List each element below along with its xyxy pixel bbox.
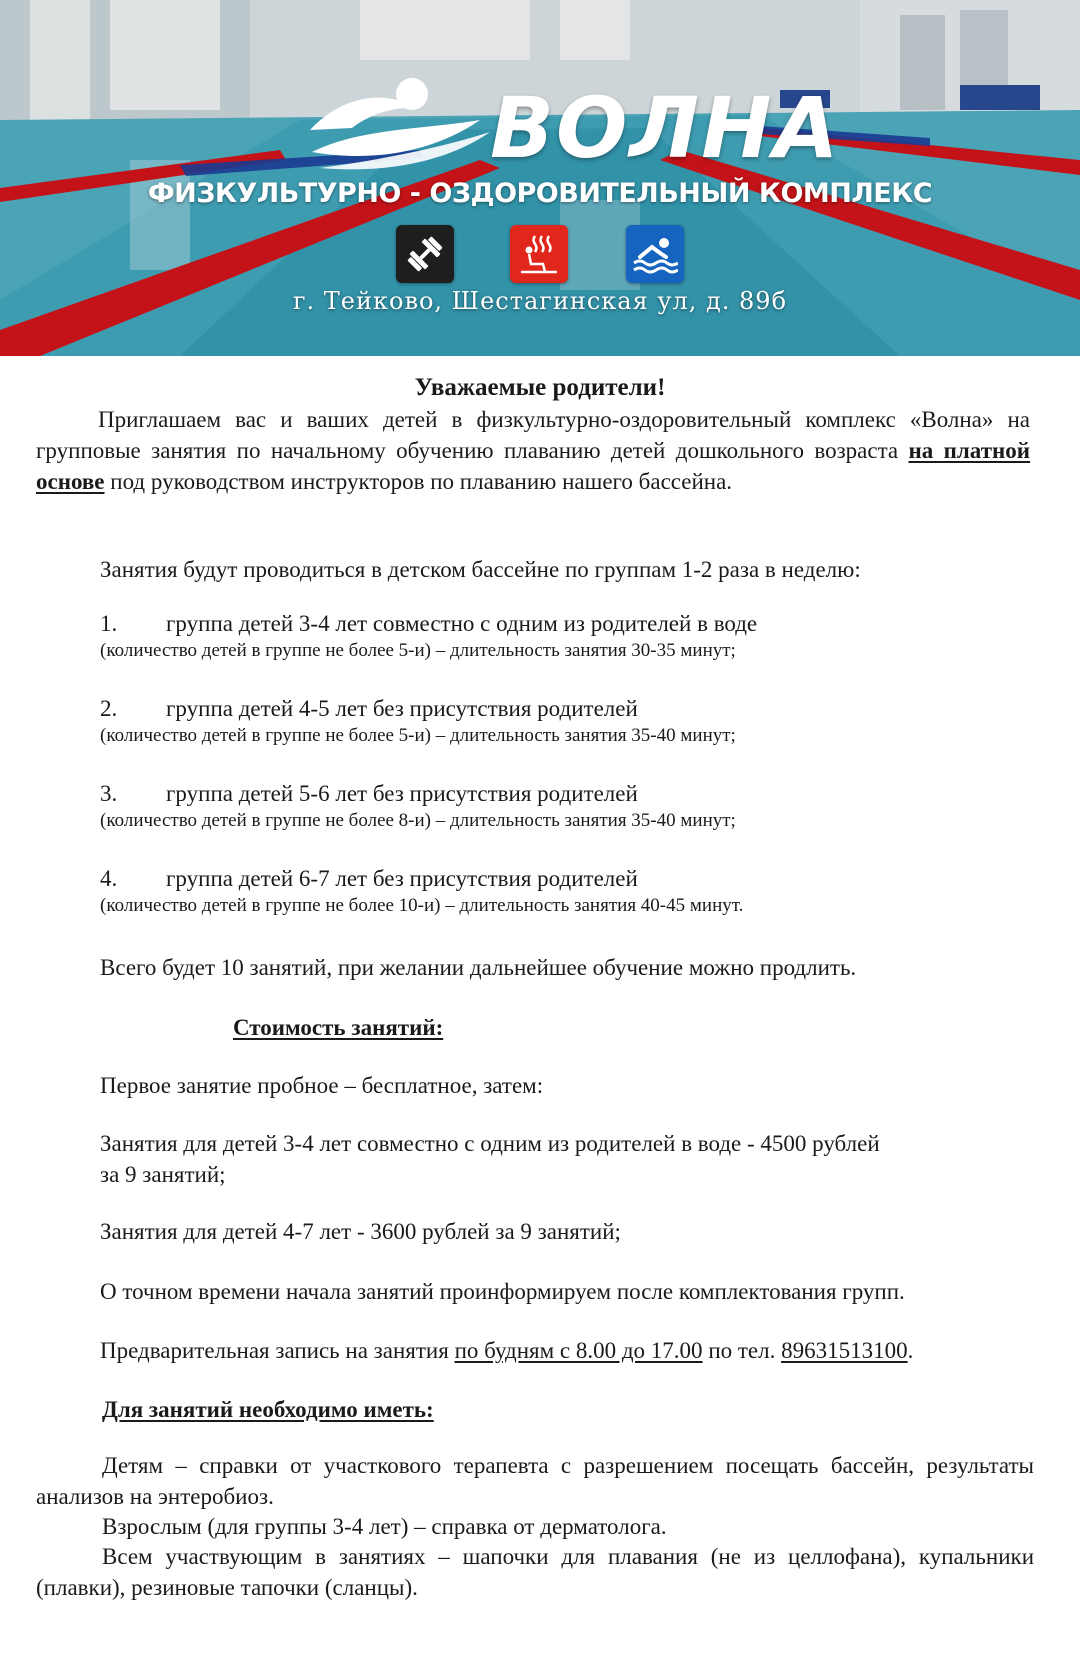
dumbbell-icon [396, 225, 454, 283]
intro-paragraph: Приглашаем вас и ваших детей в физкультурно-оздоровительный комплекс «Волна» на групповые занятия по начальному обучению плаванию детей дошкольного возраста на платной основе под руководством инструкторов по плаванию нашего бассейна. [36, 407, 1031, 494]
cost-parent-child: Занятия для детей 3-4 лет совместно с одним из родителей в воде - 4500 рублей за 9 занятий; [100, 1131, 880, 1187]
req-adults: Взрослым (для группы 3-4 лет) – справка от дерматолога. [102, 1514, 667, 1539]
swimmer-icon [626, 225, 684, 283]
list-item: 4. группа детей 6-7 лет без присутствия родителей (количество детей в группе не более 10-и) – длительность занятия 40-45 минут. [100, 866, 744, 916]
cost-trial: Первое занятие пробное – бесплатное, затем: [100, 1073, 544, 1098]
sauna-icon [510, 225, 568, 283]
address: г. Тейково, Шестагинская ул, д. 89б [292, 287, 788, 315]
cost-heading: Стоимость занятий: [233, 1015, 444, 1040]
booking-hours: по будням с 8.00 до 17.00 [454, 1338, 703, 1363]
paid-basis-emphasis: на платной основе [36, 438, 1031, 494]
facility-icons [0, 225, 1080, 287]
total-lessons: Всего будет 10 занятий, при желании дальнейшее обучение можно продлить. [100, 955, 857, 980]
list-item: 3. группа детей 5-6 лет без присутствия родителей (количество детей в группе не более 8-и) – длительность занятия 35-40 минут; [100, 781, 736, 831]
cost-kids: Занятия для детей 4-7 лет - 3600 рублей за 9 занятий; [100, 1219, 621, 1244]
booking-line: Предварительная запись на занятия по будням с 8.00 до 17.00 по тел. 89631513100. [100, 1338, 914, 1363]
list-item: 2. группа детей 4-5 лет без присутствия родителей (количество детей в группе не более 5-и) – длительность занятия 35-40 минут; [100, 696, 736, 746]
brand-name: ВОЛНА [490, 79, 841, 177]
requirements-heading: Для занятий необходимо иметь: [102, 1397, 434, 1422]
complex-subtitle: ФИЗКУЛЬТУРНО - ОЗДОРОВИТЕЛЬНЫЙ КОМПЛЕКС [147, 178, 933, 209]
list-item: 1. группа детей 3-4 лет совместно с одним из родителей в воде (количество детей в группе не более 5-и) – длительность занятия 30-35 минут; [100, 611, 758, 661]
time-notice: О точном времени начала занятий проинформируем после комплектования групп. [100, 1279, 905, 1304]
greeting-heading: Уважаемые родители! [414, 374, 666, 401]
header-banner [0, 0, 1080, 356]
phone-number: 89631513100 [781, 1338, 908, 1363]
req-children: Детям – справки от участкового терапевта с разрешением посещать бассейн, результаты анализов на энтеробиоз. [36, 1453, 1034, 1509]
req-all: Всем участвующим в занятиях – шапочки для плавания (не из целлофана), купальники (плавки), резиновые тапочки (сланцы). [36, 1544, 1034, 1600]
schedule-lead: Занятия будут проводиться в детском бассейне по группам 1-2 раза в неделю: [100, 557, 861, 582]
